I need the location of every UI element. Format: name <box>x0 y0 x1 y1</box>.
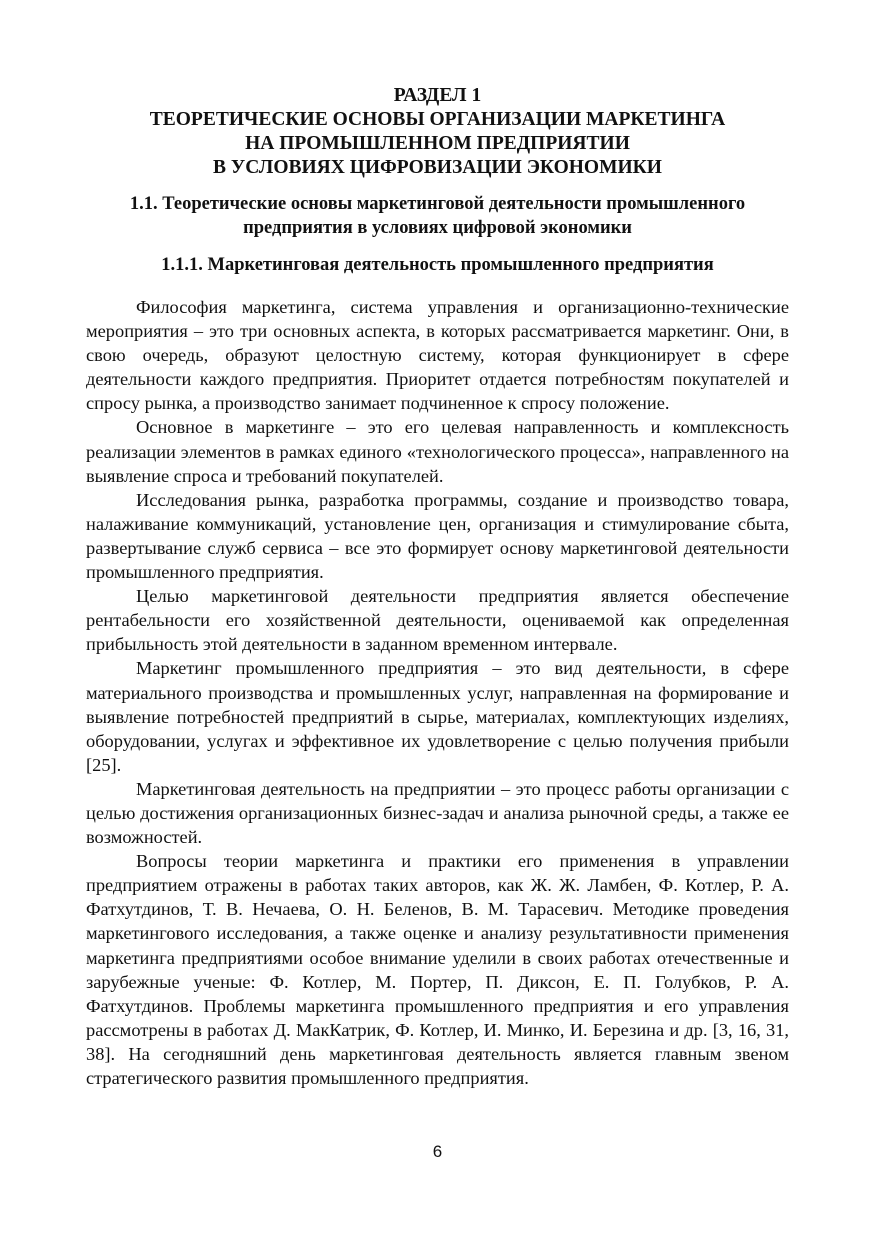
paragraph: Философия маркетинга, система управления и организационно-технические мероприятия – это три основных аспекта, в которых рассматривается маркетинг. Они, в свою очередь, образуют целостную систему, которая функционирует в сфере деятельности каждого предприятия. Приоритет отдается потребностям покупателей и спросу рынка, а производство занимает подчиненное к спросу положение. <box>86 297 789 414</box>
subsection-heading <box>86 192 789 240</box>
document-page <box>86 84 789 1090</box>
section-heading-line: НА ПРОМЫШЛЕННОМ ПРЕДПРИЯТИИ <box>245 133 630 154</box>
section-heading <box>86 84 789 180</box>
paragraph: Основное в маркетинге – это его целевая направленность и комплексность реализации элементов в рамках единого «технологического процесса», направленного на выявление спроса и требований покупателей. <box>86 417 789 486</box>
page-number: 6 <box>432 1142 443 1161</box>
subsection-heading-line: 1.1. Теоретические основы маркетинговой деятельности промышленного <box>129 194 746 214</box>
paragraph: Маркетинговая деятельность на предприятии – это процесс работы организации с целью достижения организационных бизнес-задач и анализа рыночной среды, а также ее возможностей. <box>86 778 789 848</box>
paragraph: Целью маркетинговой деятельности предприятия является обеспечение рентабельности его хозяйственной деятельности, оцениваемой как определенная прибыльность этой деятельности в заданном временном интервале. <box>86 586 789 655</box>
body-text <box>86 295 789 1090</box>
section-heading-line: ТЕОРЕТИЧЕСКИЕ ОСНОВЫ ОРГАНИЗАЦИИ МАРКЕТИНГА <box>149 109 726 130</box>
section-heading-line: В УСЛОВИЯХ ЦИФРОВИЗАЦИИ ЭКОНОМИКИ <box>213 157 662 178</box>
paragraph: Исследования рынка, разработка программы, создание и производство товара, налаживание коммуникаций, установление цен, организация и стимулирование сбыта, развертывание служб сервиса – все это формирует основу маркетинговой деятельности промышленного предприятия. <box>86 489 789 583</box>
paragraph: Вопросы теории маркетинга и практики его применения в управлении предприятием отражены в работах таких авторов, как Ж. Ж. Ламбен, Ф. Котлер, Р. А. Фатхутдинов, Т. В. Нечаева, О. Н. Беленов, В. М. Тарасевич. Методике проведения маркетингового исследования, а также оценке и анализу результативности применения маркетинга предприятиями особое внимание уделили в своих работах отечественные и зарубежные ученые: Ф. Котлер, М. Портер, П. Диксон, Е. П. Голубков, Р. А. Фатхутдинов. Проблемы маркетинга промышленного предприятия и его управления рассмотрены в работах Д. МакКатрик, Ф. Котлер, И. Минко, И. Березина и др. [3, 16, 31, 38]. На сегодняшний день маркетинговая деятельность является главным звеном стратегического развития промышленного предприятия. <box>86 851 789 1088</box>
subsubsection-heading: 1.1.1. Маркетинговая деятельность промышленного предприятия <box>161 255 714 275</box>
section-heading-line: РАЗДЕЛ 1 <box>393 85 482 106</box>
paragraph: Маркетинг промышленного предприятия – это вид деятельности, в сфере материального производства и промышленных услуг, направленная на формирование и выявление потребностей предприятий в сырье, материалах, комплектующих изделиях, оборудовании, услугах и эффективное их удовлетворение с целью получения прибыли [25]. <box>86 658 789 775</box>
subsection-heading-line: предприятия в условиях цифровой экономики <box>243 218 632 238</box>
